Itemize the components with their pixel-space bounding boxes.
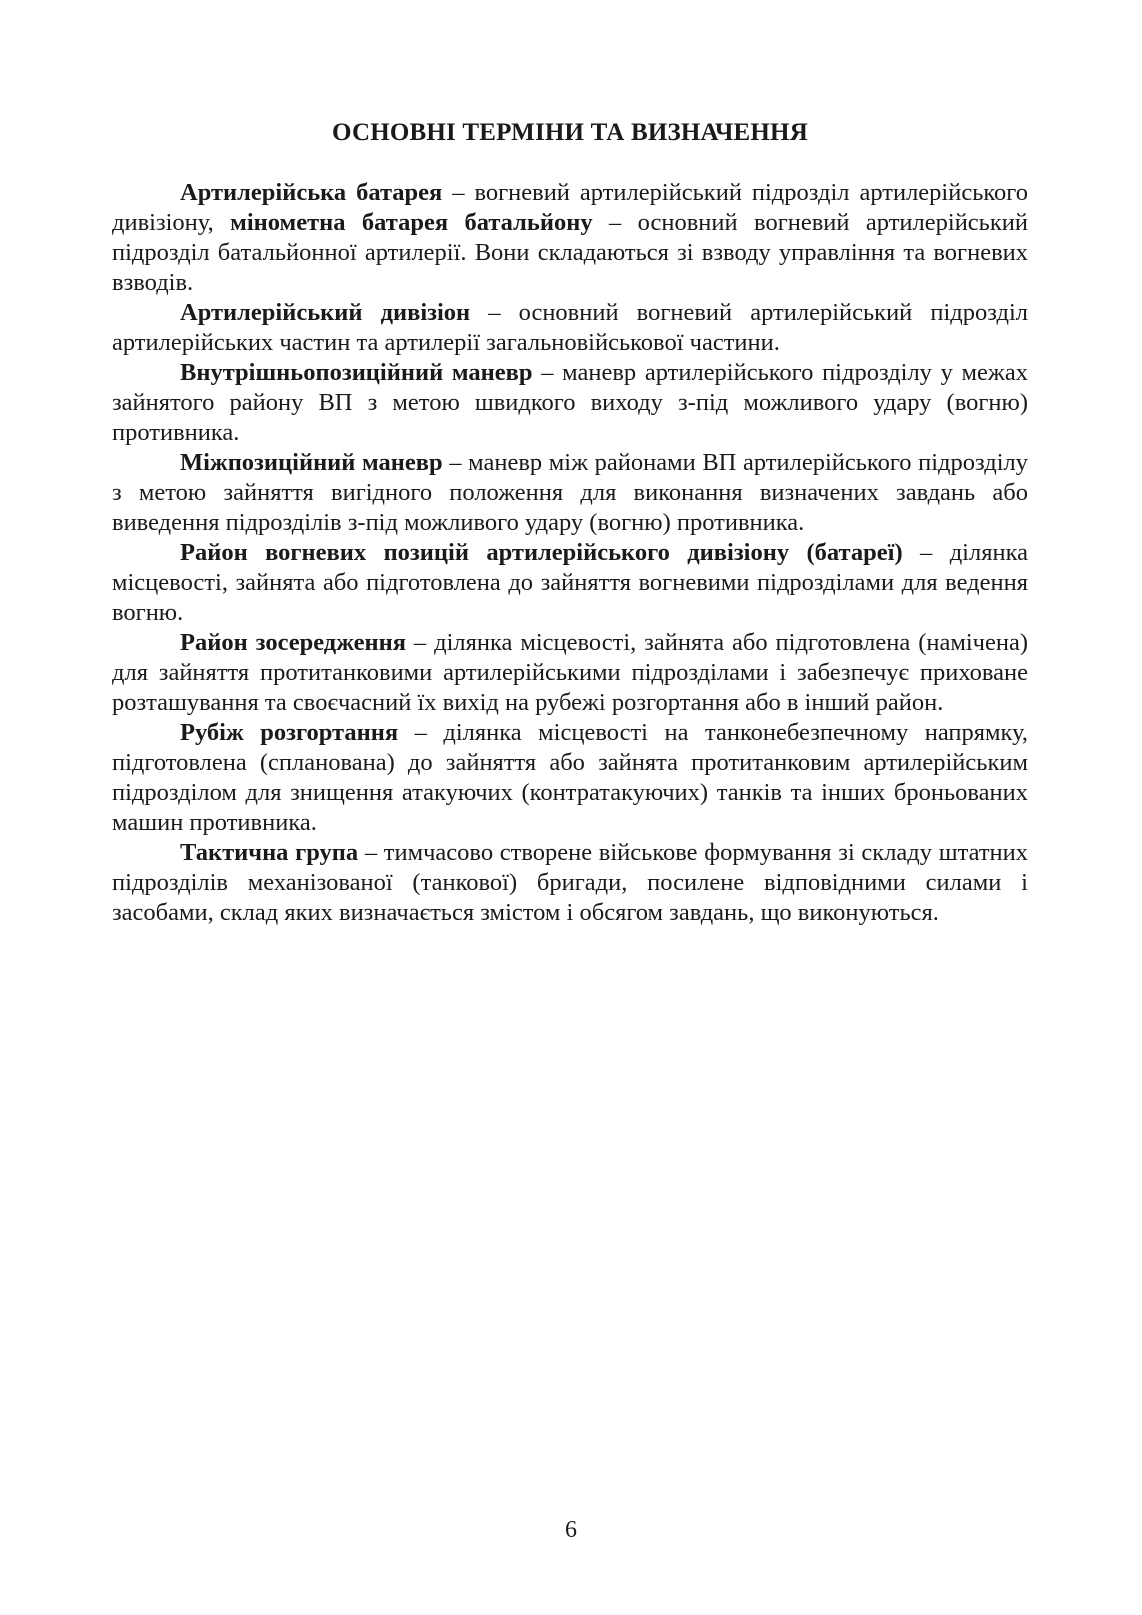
definition-paragraph (112, 628, 1028, 718)
definition-text: – вогневий артилерійський підрозділ артилерійського дивізіону, (112, 179, 1028, 236)
definition-term: мінометна батарея батальйону (230, 209, 593, 236)
definition-term: Район зосередження (180, 629, 406, 656)
definition-term: Тактична група (180, 839, 359, 866)
definition-paragraph (112, 448, 1028, 538)
definition-paragraph (112, 358, 1028, 448)
definition-text: – ділянка місцевості, зайнята або підготовлена до зайняття вогневими підрозділами для ведення вогню. (112, 539, 1028, 626)
definition-text: – основний вогневий артилерійський підрозділ батальйонної артилерії. Вони складаються зі взводу управління та вогневих взводів. (112, 209, 1028, 296)
definition-text: – основний вогневий артилерійський підрозділ артилерійських частин та артилерії загальновійськової частини. (112, 299, 1029, 356)
definition-text: – маневр між районами ВП артилерійського підрозділу з метою зайняття вигідного положення для виконання визначених завдань або виведення підрозділів з-під можливого удару (вогню) противника. (112, 449, 1029, 536)
definition-term: Артилерійський дивізіон (180, 299, 471, 326)
definition-text: – ділянка місцевості на танконебезпечному напрямку, підготовлена (спланована) до зайняття або зайнята протитанковим артилерійським підрозділом для знищення атакуючих (контратакуючих) танків та інших броньованих машин противника. (112, 719, 1029, 836)
definition-paragraph (112, 298, 1028, 358)
page-number: 6 (565, 1517, 577, 1543)
definition-term: Артилерійська батарея (180, 179, 443, 206)
definition-paragraph (112, 838, 1028, 928)
definition-paragraph (112, 718, 1028, 838)
definition-term: Рубіж розгортання (180, 719, 399, 746)
definition-text: – тимчасово створене військове формування зі складу штатних підрозділів механізованої (танкової) бригади, посилене відповідними силами і засобами, склад яких визначається змістом і обсягом завдань, що виконуються. (112, 839, 1028, 926)
definition-term: Район вогневих позицій артилерійського дивізіону (батареї) (180, 539, 903, 566)
definition-text: – ділянка місцевості, зайнята або підготовлена (намічена) для зайняття протитанковими артилерійськими підрозділами і забезпечує приховане розташування та своєчасний їх вихід на рубежі розгортання або в інший район. (112, 629, 1028, 716)
page-title: ОСНОВНІ ТЕРМІНИ ТА ВИЗНАЧЕННЯ (332, 119, 808, 146)
definition-paragraph (112, 178, 1028, 298)
definition-paragraph (112, 538, 1028, 628)
definition-text: – маневр артилерійського підрозділу у межах зайнятого району ВП з метою швидкого виходу з-під можливого удару (вогню) противника. (112, 359, 1028, 446)
definition-term: Міжпозиційний маневр (180, 449, 443, 476)
definition-term: Внутрішньопозиційний маневр (180, 359, 533, 386)
definitions-list (112, 178, 1028, 928)
